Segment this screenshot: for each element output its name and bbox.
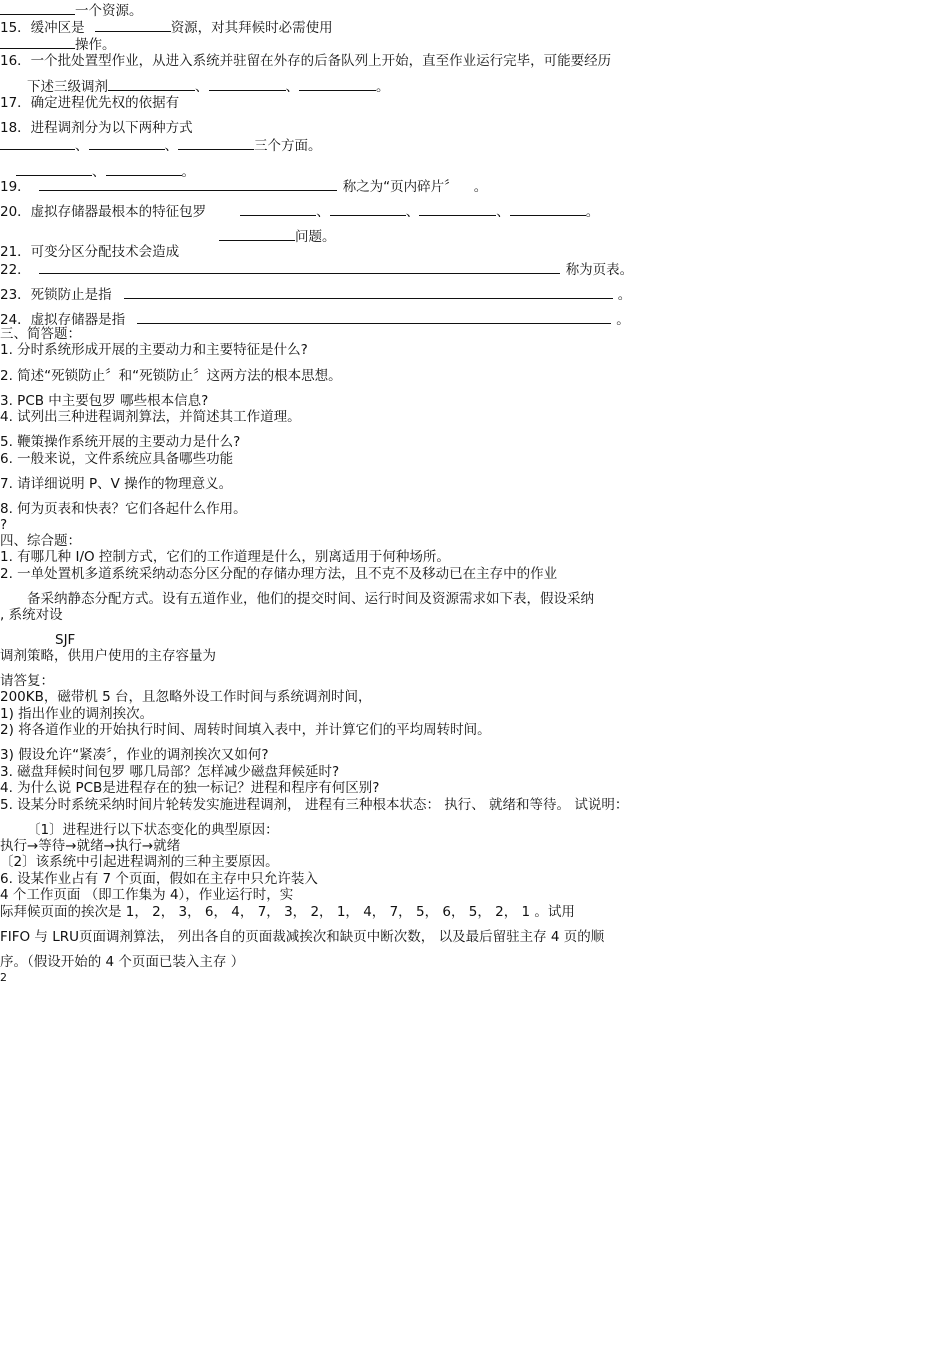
- fill-blank: [209, 78, 286, 91]
- text-line: 19． 称之为“页内碎片〞 。: [0, 179, 488, 195]
- fill-blank: [0, 36, 75, 49]
- text-line: 序。（假设开始的 4 个页面已装入主存 ）: [0, 954, 245, 970]
- fill-blank: [0, 2, 75, 15]
- text-line: 操作。: [0, 36, 116, 53]
- text-line: 备采纳静态分配方式。设有五道作业，他们的提交时间、运行时间及资源需求如下表，假设采纳: [27, 591, 594, 607]
- text-line: 下述三级调剂 、 、 。: [27, 79, 390, 95]
- text-line: , 系统对设: [0, 607, 63, 623]
- text-line: 请答复：: [0, 673, 54, 689]
- question-item: 3) 假设允许“紧凑〞，作业的调剂挨次又如何?: [0, 747, 269, 763]
- fill-blank: [330, 203, 406, 216]
- question-item: 2. 简述“死锁防止〞和“死锁防止〞这两方法的根本思想。: [0, 368, 342, 384]
- fill-blank: [16, 163, 92, 176]
- question-item: 1. 有哪几种 I/O 控制方式，它们的工作道理是什么，别离适用于何种场所。: [0, 549, 450, 565]
- text-line: FIFO 与 LRU页面调剂算法， 列出各自的页面裁减挨次和缺页中断次数， 以及最后留驻主存 4 页的顺: [0, 929, 605, 945]
- fill-blank: [419, 203, 496, 216]
- question-item: 4. 为什么说 PCB是进程存在的独一标记？进程和程序有何区别?: [0, 780, 380, 796]
- text-line: 、 、 三个方面。: [0, 137, 322, 154]
- text-line: 执行→等待→就绪→执行→就绪: [0, 838, 181, 854]
- question-item: 5. 设某分时系统采纳时间片轮转发实施进程调剂， 进程有三种根本状态： 执行、 就绪和等待。 试说明：: [0, 797, 629, 813]
- section-heading: 四、综合题：: [0, 533, 81, 549]
- question-item: 6. 设某作业占有 7 个页面，假如在主存中只允许装入: [0, 871, 318, 887]
- text-line: 22． 称为页表。: [0, 262, 634, 278]
- question-item: 8. 何为页表和快表？它们各起什么作用。: [0, 501, 247, 517]
- question-item: 1. 分时系统形成开展的主要动力和主要特征是什么?: [0, 342, 308, 358]
- text-line: 200KB，磁带机 5 台，且忽略外设工作时间与系统调剂时间，: [0, 689, 372, 705]
- question-item: 2) 将各道作业的开始执行时间、周转时间填入表中，并计算它们的平均周转时间。: [0, 722, 491, 738]
- section-heading: 三、简答题：: [0, 326, 81, 342]
- fill-blank: [240, 203, 316, 216]
- text-line: 24．虚拟存储器是指 。: [0, 312, 630, 328]
- fill-blank: [299, 78, 376, 91]
- text-line: 21．可变分区分配技术会造成: [0, 244, 180, 260]
- fill-blank: [0, 137, 75, 150]
- fill-blank: [106, 163, 182, 176]
- question-item: 2. 一单处置机多道系统采纳动态分区分配的存储办理方法，且不克不及移动已在主存中的作业: [0, 566, 558, 582]
- fill-blank: [39, 261, 560, 274]
- text-line: 18．进程调剂分为以下两种方式: [0, 120, 193, 136]
- text-line: 16．一个批处置型作业，从进入系统并驻留在外存的后备队列上开始，直至作业运行完毕，可能要经历: [0, 53, 612, 69]
- fill-blank: [124, 286, 613, 299]
- fill-blank: [219, 228, 295, 241]
- text-line: 23．死锁防止是指 。: [0, 287, 632, 303]
- text-line: 际拜候页面的挨次是 1， 2， 3， 6， 4， 7， 3， 2， 1， 4， 7， 5， 6， 5， 2， 1 。试用: [0, 904, 575, 920]
- text-line: 问题。: [219, 228, 336, 245]
- fill-blank: [510, 203, 586, 216]
- question-item: 6. 一般来说，文件系统应具备哪些功能: [0, 451, 234, 467]
- fill-blank: [108, 78, 195, 91]
- text-line: ?: [0, 517, 8, 533]
- fill-blank: [39, 178, 337, 191]
- text-line: SJF: [55, 632, 76, 648]
- text-line: 〔2〕该系统中引起进程调剂的三种主要原因。: [0, 854, 279, 870]
- text-line: 一个资源。: [0, 2, 143, 19]
- fill-blank: [89, 137, 165, 150]
- question-item: 1) 指出作业的调剂挨次。: [0, 706, 154, 722]
- fill-blank: [178, 137, 254, 150]
- question-item: 5. 鞭策操作系统开展的主要动力是什么?: [0, 434, 241, 450]
- text-line: 17．确定进程优先权的依据有: [0, 95, 180, 111]
- question-item: 3. PCB 中主要包罗 哪些根本信息?: [0, 393, 209, 409]
- text-line: 〔1〕进程进行以下状态变化的典型原因：: [27, 822, 279, 838]
- question-item: 7. 请详细说明 P、V 操作的物理意义。: [0, 476, 233, 492]
- question-item: 3. 磁盘拜候时间包罗 哪几局部？怎样减少磁盘拜候延时?: [0, 764, 340, 780]
- text-line: 4 个工作页面 （即工作集为 4），作业运行时，实: [0, 887, 294, 903]
- fill-blank: [137, 311, 611, 324]
- text-line: 15．缓冲区是 资源，对其拜候时必需使用: [0, 20, 333, 36]
- text-line: 20．虚拟存储器最根本的特征包罗 、 、 、 。: [0, 204, 600, 220]
- question-item: 4. 试列出三种进程调剂算法，并简述其工作道理。: [0, 409, 301, 425]
- text-line: 、 。: [16, 163, 195, 180]
- fill-blank: [95, 19, 171, 32]
- text-line: 调剂策略，供用户使用的主存容量为: [0, 648, 216, 664]
- page-number: 2: [0, 971, 7, 984]
